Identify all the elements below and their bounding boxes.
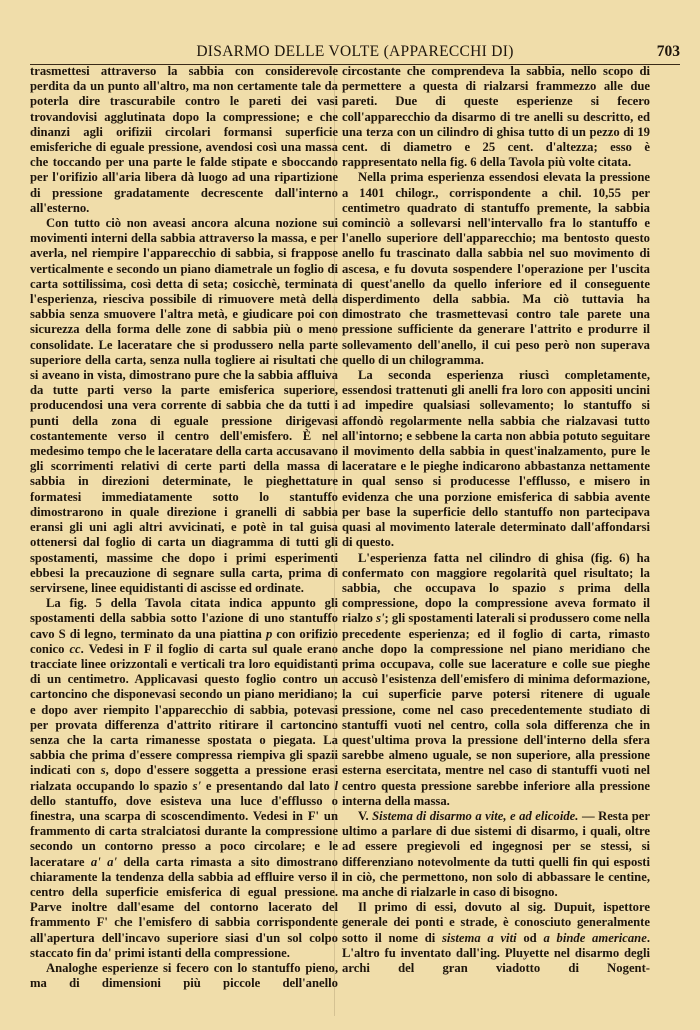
italic-symbol: p bbox=[265, 626, 273, 641]
section-number: V. bbox=[358, 808, 373, 823]
text-run: Il primo di essi, dovuto al sig. Dupuit, ispettore generale dei ponti e strade, è conosciuto generalmente sotto il nome di bbox=[342, 900, 650, 945]
text-run: con orifizio conico bbox=[30, 626, 339, 656]
italic-symbol: s bbox=[100, 763, 106, 778]
page-number: 703 bbox=[656, 43, 680, 60]
text-run: ; gli spostamenti laterali si produssero come nella precedente esperienza; ed il foglio di carta, rimasto anche dopo la compressione nel piano meridiano che prima occupava, colle sue lacerature e colle sue pieghe accusò l'esistenza dell'emisfero di minima deformazione, la cui superficie parve potersi ritenere di uguale pressione, come nel caso precedentemente studiato di stantuffi vuoti nel centro, colla sola differenza che in quest'ultima prova la pressione dell'interno della sfera sarebbe almeno uguale, se non superiore, alla pressione esterna esercitata, mentre nel caso di stantuffi vuoti nel centro questa pressione sarebbe inferiore alla pressione interna della massa. bbox=[342, 611, 651, 808]
text-run: od bbox=[516, 930, 544, 945]
italic-symbol: s' bbox=[192, 778, 202, 793]
paragraph: Analoghe esperienze si fecero con lo stantuffo pieno, ma di dimensioni più piccole dell'anello bbox=[30, 960, 338, 991]
running-title: DISARMO DELLE VOLTE (APPARECCHI DI) bbox=[196, 43, 514, 60]
italic-symbol: s bbox=[559, 580, 565, 595]
paragraph: Con tutto ciò non aveasi ancora alcuna nozione sui movimenti interni della sabbia attraverso la massa, e per averla, nel riempire l'apparecchio di sabbia, si frappose verticalmente e secondo un piano diametrale un foglio di carta sottilissima, così detta di seta; cosicchè, terminata l'esperienza, riesciva possibile di rimuovere metà della sabbia senza smuovere l'altra metà, e giudicare poi con sicurezza della forma delle zone di sabbia più o meno consolidate. Le laceratare che si produssero nella parte superiore della carta, senza nulla togliere ai risultati che si aveano in vista, dimostrano pure che la sabbia affluiva da tutte parti verso la parte emisferica superiore, producendosi una vera corrente di sabbia che da tutti i punti della zona di eguale pressione dirigevasi costantemente verso il centro dell'emisfero. È nel medesimo tempo che le laceratare della carta accusavano gli scorrimenti relativi di certe parti della massa di sabbia in direzioni determinate, le pieghettature formatesi immediatamente sotto lo stantuffo dimostrarono in quale direzione i granelli di sabbia eransi gli uni agli altri avvicinati, e potè in tal guisa ottenersi dal foglio di carta un diagramma di tutti gli spostamenti, massime che dopo i primi esperimenti ebbesi la precauzione di segnare sulla carta, prima di servirsene, linee equidistanti di ascisse ed ordinate. bbox=[30, 216, 338, 595]
paragraph: circostante che comprendeva la sabbia, nello scopo di permettere a questa di rialzarsi frammezzo alle due pareti. Due di queste esperienze si fecero coll'apparecchio da disarmo di tre anelli su descritto, ed una terza con un cilindro di ghisa tutto di un pezzo di 19 cent. di diametro e 25 cent. d'altezza; esso è rappresentato nella fig. 6 della Tavola più volte citata. bbox=[342, 64, 650, 170]
paragraph bbox=[342, 551, 650, 809]
text-run: prima della compressione, dopo la compressione aveva formato il rialzo bbox=[342, 580, 650, 626]
paragraph: Nella prima esperienza essendosi elevata la pressione a 1401 chilogr., corrispondente a chil. 10,55 per centimetro quadrato di stantuffo premente, la sabbia cominciò a sollevarsi nell'intervallo fra lo stantuffo e l'anello superiore dell'apparecchio; ma bentosto questo anello fu trascinato dalla sabbia nel suo movimento di ascesa, e fu dovuta sospendere l'operazione per l'uscita di quest'anello da quello inferiore ed il conseguente disperdimento della sabbia. Ma ciò tuttavia ha dimostrato che trasmettevasi contro tale parete una pressione sufficiente da generare l'attrito e produrre il sollevamento dell'anello, il cui peso però non superava quello di un chilogramma. bbox=[342, 170, 650, 367]
text-run: La fig. 5 della Tavola citata indica appunto gli spostamenti della sabbia sotto l'azione di uno stantuffo cavo S di legno, terminato da una piattina bbox=[30, 596, 338, 641]
right-column bbox=[342, 64, 650, 976]
italic-symbol: s' bbox=[376, 611, 385, 626]
italic-symbol: cc bbox=[69, 641, 81, 656]
text-run: dello stantuffo, dove esisteva una luce d'efflusso o finestra, una scarpa di scoscendimento. Vedesi in F' un frammento di carta stralciatosi durante la compressione secondo un contorno presso a poco circolare; e le laceratare bbox=[30, 793, 338, 869]
text-run: L'esperienza fatta nel cilindro di ghisa (fig. 6) ha confermato con maggiore regolarità quel risultato; la sabbia, che occupava lo spazio bbox=[342, 550, 650, 595]
paragraph bbox=[342, 900, 650, 976]
left-column bbox=[30, 64, 338, 991]
text-run: e presentando dal lato bbox=[201, 778, 335, 793]
text-run: . L'altro fu inventato dall'ing. Pluyette nel disarmo degli archi del gran viadotto di Nogent- bbox=[342, 930, 650, 975]
text-run: . Vedesi in F il foglio di carta sul quale erano tracciate linee orizzontali e verticali tra loro equidistanti di un centimetro. Applicavasi questo foglio contro un cartoncino che disponevasi secondo un piano meridiano; e dopo aver riempito l'apparecchio di sabbia, potevasi per provata differenza d'attrito ritirare il cartoncino senza che la carta rimanesse spostata o piegata. La sabbia che prima d'essere compressa riempiva gli spazii indicati con bbox=[30, 641, 338, 778]
text-run: , dopo d'essere soggetta a pressione erasi rialzata occupando lo spazio bbox=[30, 763, 338, 793]
italic-symbol: a' a' bbox=[90, 854, 117, 869]
text-run: della carta rimasta a sito dimostrano chiaramente la tendenza della sabbia ad effluire verso il centro della superficie emisferica di egual pressione. Parve inoltre dall'esame del contorno lacerato del frammento F' che l'emisfero di sabbia corrispondente all'apertura dell'incavo superiore siasi d'un sol colpo staccato fin da' primi istanti della compressione. bbox=[30, 854, 338, 960]
italic-term: a binde americane bbox=[543, 930, 647, 945]
italic-term: sistema a viti bbox=[442, 930, 517, 945]
italic-symbol: l bbox=[334, 778, 338, 793]
page-header bbox=[30, 40, 680, 65]
paragraph: La seconda esperienza riuscì completamente, essendosi trattenuti gli anelli fra loro con appositi uncini ad impedire qualsiasi sollevamento; lo stantuffo si affondò regolarmente nella sabbia che rialzavasi tutto all'intorno; e sebbene la carta non abbia potuto seguitare il movimento della sabbia in quest'inalzamento, pure le laceratare e le pieghe indicarono abbastanza nettamente in qual senso si producesse l'efflusso, e misero in evidenza che una porzione emisferica di sabbia avente per base la superficie dello stantuffo non partecipava quasi al movimento laterale determinato dall'affondarsi di questo. bbox=[342, 368, 650, 550]
paragraph: trasmettesi attraverso la sabbia con considerevole perdita da un punto all'altro, ma non certamente tale da poterla dire trascurabile contro le pareti dei vasi trovandovisi agglutinata dopo la compressione; e che dinanzi agli orifizii circolari formansi superficie emisferiche di eguale pressione, avendosi così una massa che toccando per una parte le falde stipate e sboccando per l'orifizio all'aria libera dà luogo ad una ripartizione di pressione gradatamente decrescente dall'interno all'esterno. bbox=[30, 64, 338, 215]
section-title: Sistema di disarmo a vite, e ad elicoide. bbox=[372, 808, 579, 823]
paragraph bbox=[30, 596, 338, 961]
section-paragraph bbox=[342, 809, 650, 900]
text-run: — Resta per ultimo a parlare di due sistemi di disarmo, i quali, oltre ad essere pregievoli ed ingegnosi per se stessi, si differenziano notevolmente da tutti quelli fin qui esposti in ciò, che permettono, non solo di abbassare le centine, ma anche di rialzarle in caso di bisogno. bbox=[342, 808, 651, 899]
